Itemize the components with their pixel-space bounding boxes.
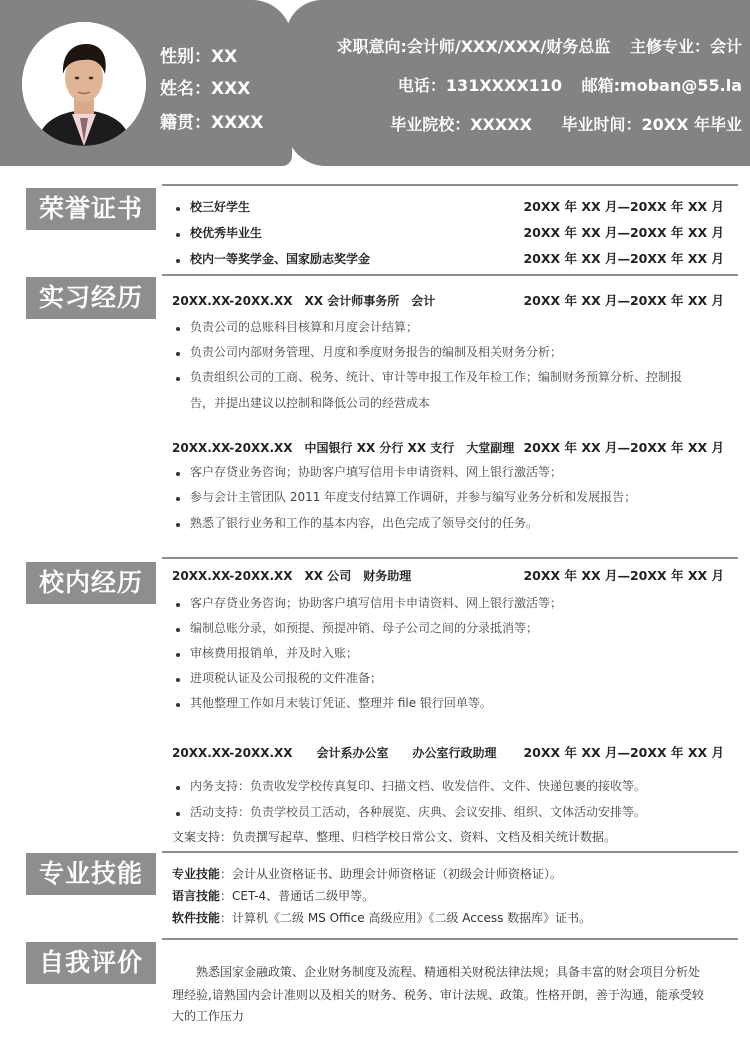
bullet-icon [176, 653, 180, 657]
list-item: 内务支持：负责收发学校传真复印、扫描文档、收发信件、文件、快递包裹的接收等。 [190, 779, 647, 793]
email-text: 邮箱:moban@55.la [581, 76, 742, 95]
bullet-icon [176, 786, 180, 790]
skill-item: 软件技能：计算机《二级 MS Office 高级应用》《二级 Access 数据库》证书。 [172, 911, 592, 925]
avatar [22, 22, 146, 146]
bullet-icon [176, 678, 180, 682]
bullet-icon [176, 703, 180, 707]
bullet-icon [176, 259, 180, 263]
list-item: 校优秀毕业生 20XX 年 XX 月—20XX 年 XX 月 [190, 225, 724, 240]
list-item: 校三好学生 20XX 年 XX 月—20XX 年 XX 月 [190, 199, 724, 214]
objective-line [336, 34, 742, 57]
list-item: 负责公司内部财务管理、月度和季度财务报告的编制及相关财务分析； [190, 345, 563, 359]
origin-text: 籍贯：XXXX [160, 113, 264, 133]
bullet-icon [176, 628, 180, 632]
list-item: 活动支持：负责学校员工活动，各种展览、庆典、会议安排、组织、文体活动安排等。 [190, 805, 647, 819]
section-divider [162, 184, 738, 186]
job-header: 20XX.XX-20XX.XX 中国银行 XX 分行 XX 支行 大堂副理 20XX 年 XX 月—20XX 年 XX 月 [172, 440, 724, 455]
bullet-icon [176, 207, 180, 211]
bullet-icon [176, 523, 180, 527]
skill-item: 专业技能：会计从业资格证书、助理会计师资格证（初级会计师资格证）。 [172, 867, 563, 881]
section-title-campus: 校内经历 [26, 562, 156, 604]
list-item: 告，并提出建议以控制和降低公司的经营成本 [190, 396, 431, 410]
list-item: 熟悉了银行业务和工作的基本内容，出色完成了领导交付的任务。 [190, 516, 539, 530]
section-divider [162, 557, 738, 559]
list-item: 审核费用报销单，并及时入账； [190, 646, 359, 660]
list-item: 文案支持：负责撰写起草、整理、归档学校日常公文、资料、文档及相关统计数据。 [172, 830, 617, 844]
list-item: 其他整理工作如月末装订凭证、整理并 file 银行回单等。 [190, 696, 492, 710]
section-title-internship: 实习经历 [26, 277, 156, 319]
list-item: 编制总账分录，如预提、预提冲销、母子公司之间的分录抵消等； [190, 621, 539, 635]
person-photo-icon [22, 22, 146, 146]
name-text: 姓名：XXX [160, 79, 251, 99]
list-item: 校内一等奖学金、国家励志奖学金 20XX 年 XX 月—20XX 年 XX 月 [190, 251, 724, 266]
bullet-icon [176, 497, 180, 501]
grad-time-text: 毕业时间：20XX 年毕业 [561, 115, 742, 134]
list-item: 客户存贷业务咨询；协助客户填写信用卡申请资料、网上银行激活等； [190, 465, 563, 479]
bullet-icon [176, 603, 180, 607]
section-title-self-eval: 自我评价 [26, 942, 156, 984]
section-divider [162, 274, 738, 276]
major-text: 主修专业：会计 [629, 37, 742, 56]
gender-text: 性别：XX [160, 47, 238, 67]
job-header: 20XX.XX-20XX.XX XX 会计师事务所 会计 20XX 年 XX 月—20XX 年 XX 月 [172, 293, 724, 308]
section-title-honors: 荣誉证书 [26, 188, 156, 230]
bullet-icon [176, 812, 180, 816]
self-eval-line: 理经验,谙熟国内会计准则以及相关的财务、税务、审计法规、政策。性格开朗，善于沟通，能承受较 [172, 988, 704, 1002]
list-item: 负责组织公司的工商、税务、统计、审计等申报工作及年检工作；编制财务预算分析、控制报 [190, 370, 683, 384]
contact-line [398, 73, 742, 96]
bullet-icon [176, 472, 180, 476]
bullet-icon [176, 327, 180, 331]
skill-item: 语言技能：CET-4、普通话二级甲等。 [172, 889, 375, 903]
bullet-icon [176, 233, 180, 237]
list-item: 参与会计主管团队 2011 年度支付结算工作调研，并参与编写业务分析和发展报告； [190, 490, 637, 504]
phone-text: 电话：131XXXX110 [397, 76, 563, 95]
section-title-skills: 专业技能 [26, 853, 156, 895]
bullet-icon [176, 352, 180, 356]
school-text: 毕业院校：XXXXX [390, 115, 532, 134]
section-divider [162, 938, 738, 940]
list-item: 客户存贷业务咨询；协助客户填写信用卡申请资料、网上银行激活等； [190, 596, 563, 610]
job-header: 20XX.XX-20XX.XX 会计系办公室 办公室行政助理 20XX 年 XX 月—20XX 年 XX 月 [172, 745, 724, 760]
job-header: 20XX.XX-20XX.XX XX 公司 财务助理 20XX 年 XX 月—20XX 年 XX 月 [172, 568, 724, 583]
objective-text: 求职意向:会计师/XXX/XXX/财务总监 [336, 37, 611, 56]
bullet-icon [176, 377, 180, 381]
school-line [390, 112, 742, 135]
section-divider [162, 851, 738, 853]
self-eval-line: 大的工作压力 [172, 1009, 245, 1023]
list-item: 负责公司的总账科目核算和月度会计结算； [190, 320, 419, 334]
self-eval-line: 熟悉国家金融政策、企业财务制度及流程、精通相关财税法律法规；具备丰富的财会项目分析处 [196, 965, 701, 979]
list-item: 进项税认证及公司报税的文件准备； [190, 671, 383, 685]
